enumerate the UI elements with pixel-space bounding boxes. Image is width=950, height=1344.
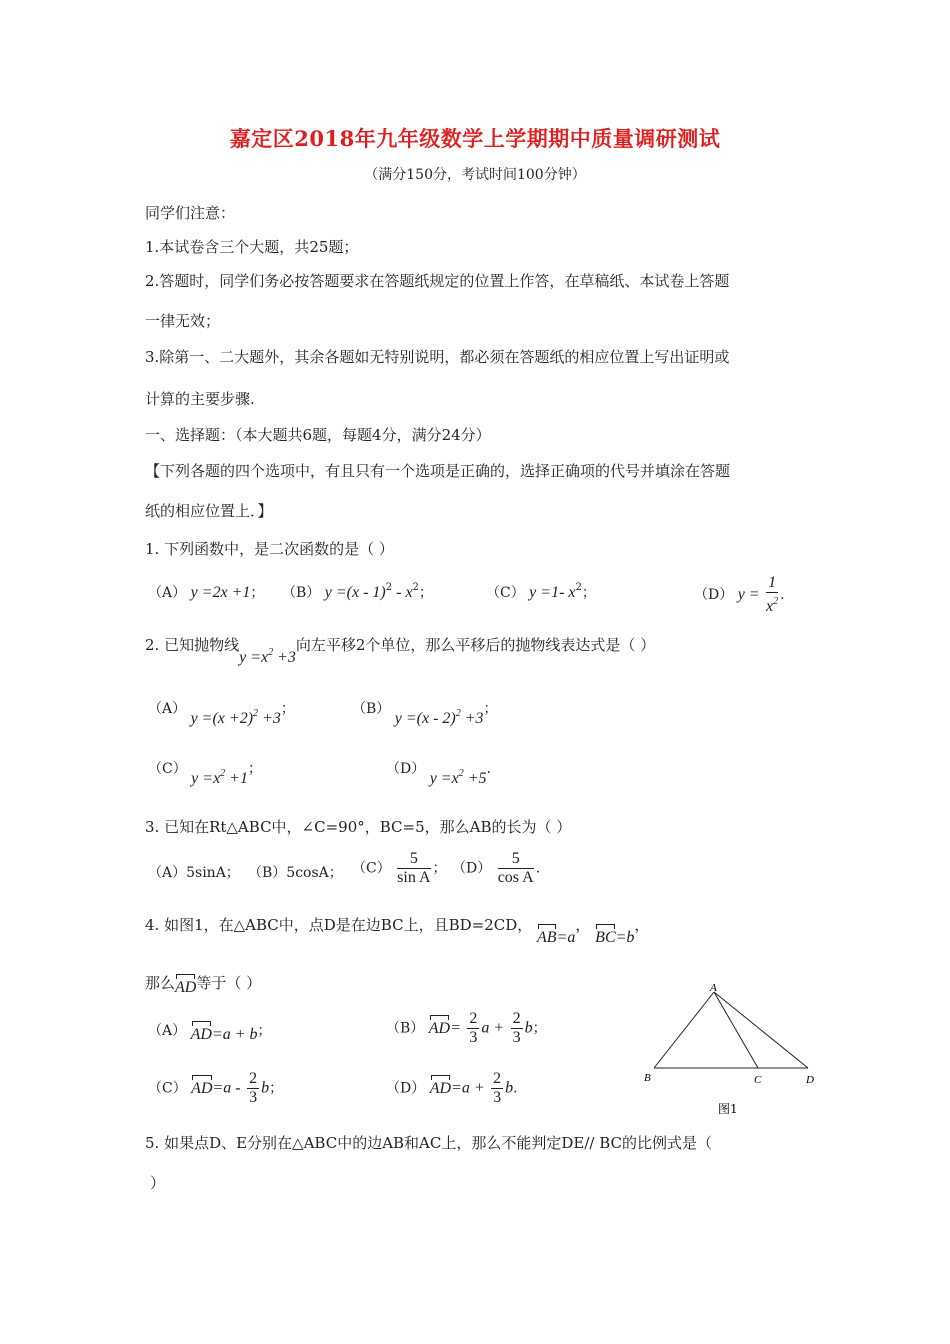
section-1-instruction-1: 【下列各题的四个选项中，有且只有一个选项是正确的，选择正确项的代号并填涂在答题 xyxy=(145,462,731,480)
q2-d-expr: $y =x^2 +5$ xyxy=(429,768,487,787)
page-title: 嘉定区2018年九年级数学上学期期中质量调研测试 xyxy=(229,126,721,151)
q3-c-denominator: sin A xyxy=(397,869,431,886)
q2-b-label: （B） xyxy=(352,701,391,717)
section-1-instruction-2: 纸的相应位置上．】 xyxy=(145,502,273,520)
q2-d-label: （D） xyxy=(386,761,426,777)
figure-1-triangle xyxy=(640,980,830,1120)
q3-option-c: （C） $\frac{5}{\text{sin A}}$ ； xyxy=(352,850,447,886)
question-3-stem: 3. 已知在Rt△ABC中，∠C=90°，BC=5，那么AB的长为（ ） xyxy=(145,818,572,836)
q2-option-d: （D） $y =x^2 +5$. xyxy=(386,761,491,787)
q4-option-b: （B） AD= $\frac{2}{3}$ a + $\frac{2}{3}$ b； xyxy=(386,1010,547,1046)
q2-option-a: （A） $y =(x +2)^2 +3$； xyxy=(148,701,295,727)
point-b-label: B xyxy=(644,1072,651,1084)
q4-b-vector: AD xyxy=(428,1019,451,1037)
q4-option-d: （D） AD=a + $\frac{2}{3}$ b. xyxy=(386,1070,518,1106)
q3-d-numerator: 5 xyxy=(498,850,534,869)
note-2-line-1: 2.答题时，同学们务必按答题要求在答题纸规定的位置上作答，在草稿纸、本试卷上答题 xyxy=(145,272,730,290)
note-3-line-2: 计算的主要步骤. xyxy=(145,390,255,408)
q1-d-lhs: y = xyxy=(737,586,760,603)
q4-vector-ad: AD xyxy=(175,979,197,996)
q3-option-a: （A）5sinA； xyxy=(148,865,240,881)
q4-stem2-text: 那么 xyxy=(145,974,176,992)
q2-b-expr: y =(x - 2)$^2$ +3 xyxy=(394,708,484,727)
q2-a-expr: $y =(x +2)^2 +3$ xyxy=(190,708,281,727)
q4-option-c: （C） AD=a - $\frac{2}{3}$ b； xyxy=(148,1070,284,1106)
segment-ab xyxy=(654,992,714,1068)
q4-a-expr: =a + b xyxy=(211,1026,258,1043)
question-2-stem xyxy=(145,634,656,666)
q1-b-label: （B） xyxy=(282,585,321,601)
question-1-stem: 1. 下列函数中，是二次函数的是（ ） xyxy=(145,540,394,558)
q4-vector-ab: AB=a xyxy=(537,929,576,946)
note-1: 1.本试卷含三个大题，共25题； xyxy=(145,238,359,256)
q4-vector-bc: BC=b xyxy=(595,929,635,946)
q2-option-b: （B） y =(x - 2)$^2$ +3； xyxy=(352,701,498,727)
q1-d-denominator: x xyxy=(766,598,774,615)
q1-option-b: （B） $y =(x - 1)^2 - x^2$； xyxy=(282,582,433,601)
q1-c-expr: y =1- x xyxy=(529,584,576,601)
q2-stem-part-2: 向左平移2个单位，那么平移后的抛物线表达式是（ ） xyxy=(295,636,656,654)
q4-a-vector: AD xyxy=(190,1026,212,1043)
q1-option-c: （C） y =1- $x^2$； xyxy=(486,582,596,601)
q2-stem-expr: $y =x^2 +3$ xyxy=(239,647,296,666)
q4-stem-text: 4. 如图1，在△ABC中，点D是在边BC上，且BD=2CD， xyxy=(145,916,533,934)
q4-d-label: （D） xyxy=(386,1080,426,1097)
q4-a-label: （A） xyxy=(148,1023,187,1039)
q4-c-vector: AD xyxy=(191,1079,213,1097)
q1-d-label: （D） xyxy=(694,587,734,603)
notes-heading: 同学们注意： xyxy=(145,204,236,222)
q1-option-a: （A） y =2x +1； xyxy=(148,584,265,601)
q1-a-label: （A） xyxy=(148,585,187,601)
q2-c-label: （C） xyxy=(148,761,187,777)
question-5-stem-end: ） xyxy=(150,1174,166,1192)
question-4-stem-2 xyxy=(145,972,262,996)
q4-option-a: （A） AD=a + b； xyxy=(148,1023,272,1043)
q1-option-d: （D） y = $\frac{1}{x^2}$ . xyxy=(694,574,785,615)
q1-c-label: （C） xyxy=(486,585,525,601)
point-d-label: D xyxy=(806,1074,814,1086)
q3-d-label: （D） xyxy=(452,860,492,877)
q2-c-expr: $y =x^2 +1$ xyxy=(191,768,248,787)
q2-stem-part-1: 2. 已知抛物线 xyxy=(145,636,240,654)
note-2-line-2: 一律无效； xyxy=(145,312,221,330)
q4-b-label: （B） xyxy=(386,1020,425,1037)
q2-a-label: （A） xyxy=(148,701,187,717)
point-a-label: A xyxy=(710,982,717,994)
q1-a-expr: y =2x +1 xyxy=(190,584,251,601)
q3-d-denominator: cos A xyxy=(497,869,534,886)
q3-option-d: （D） $\frac{5}{\text{cos A}}$ . xyxy=(452,850,541,886)
q4-c-label: （C） xyxy=(148,1080,187,1097)
question-4-stem: 4. 如图1，在△ABC中，点D是在边BC上，且BD=2CD， AB=a， BC=b， xyxy=(145,916,650,946)
q4-stem2-tail: 等于（ ） xyxy=(196,974,262,992)
exam-subtitle: （满分150分，考试时间100分钟） xyxy=(364,167,586,183)
figure-caption: 图1 xyxy=(718,1102,738,1116)
q3-c-numerator: 5 xyxy=(397,850,430,869)
question-5-stem: 5. 如果点D、E分别在△ABC中的边AB和AC上，那么不能判定DE// BC的比例式是（ xyxy=(145,1134,712,1152)
q3-c-label: （C） xyxy=(352,860,391,877)
segment-ad xyxy=(714,992,808,1068)
section-1-heading: 一、选择题：（本大题共6题，每题4分，满分24分） xyxy=(145,426,491,444)
q3-option-b: （B）5cosA； xyxy=(248,865,343,881)
q4-d-vector: AD xyxy=(429,1079,452,1097)
q1-b-expr: y =(x - 1) xyxy=(324,584,386,601)
q2-option-c: （C） $y =x^2 +1$； xyxy=(148,761,262,787)
note-3-line-1: 3.除第一、二大题外，其余各题如无特别说明，都必须在答题纸的相应位置上写出证明或 xyxy=(145,348,730,366)
point-c-label: C xyxy=(754,1074,762,1086)
q1-d-numerator: 1 xyxy=(766,574,778,593)
segment-ac xyxy=(714,992,758,1068)
